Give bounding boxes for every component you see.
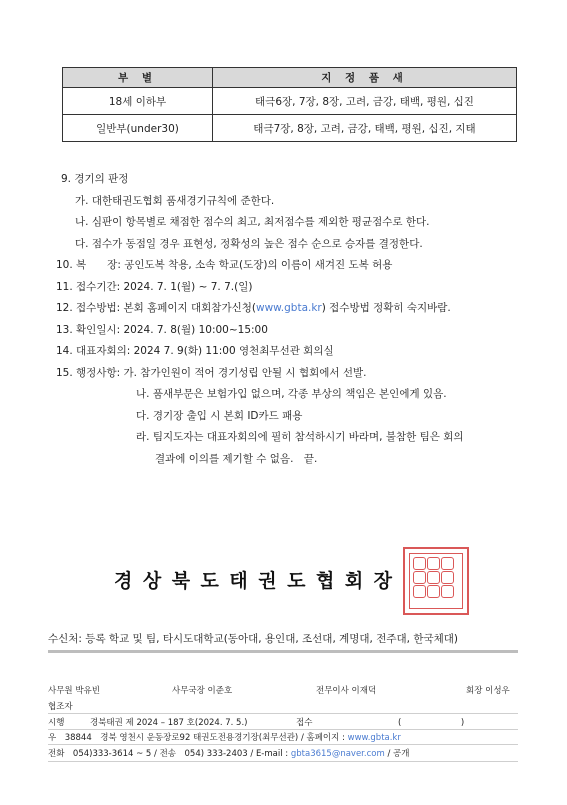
table-header-row bbox=[63, 68, 517, 88]
table-row bbox=[63, 88, 517, 115]
section-12-post: ) 접수방법 정확히 숙지바람. bbox=[321, 302, 451, 314]
address-text: 우 38844 경북 영천시 운동장로92 태권도전용경기장(최무선관) / 홈페이지 : bbox=[48, 733, 348, 743]
section-11-period: 11. 접수기간: 2024. 7. 1(월) ~ 7. 7.(일) bbox=[56, 281, 253, 293]
email-link[interactable]: gbta3615@naver.com bbox=[290, 749, 385, 759]
section-12-method bbox=[56, 300, 451, 316]
division-cell: 18세 이하부 bbox=[63, 88, 213, 115]
section-15-d2: 결과에 이의를 제기할 수 없음. 끝. bbox=[155, 453, 318, 465]
president-signature: 회장 이성우 bbox=[466, 686, 510, 696]
header-division: 부 별 bbox=[63, 68, 213, 88]
section-15-d1: 라. 팀지도자는 대표자회의에 필히 참석하시기 바라며, 불참한 팀은 회의 bbox=[136, 431, 464, 443]
cooperator-label: 협조자 bbox=[48, 702, 73, 712]
header-poomsae: 지 정 품 새 bbox=[213, 68, 517, 88]
director-signature: 전무이사 이재덕 bbox=[316, 686, 377, 696]
section-12-pre: 12. 접수방법: 본회 홈페이지 대회참가신청( bbox=[56, 302, 256, 314]
table-row bbox=[63, 115, 517, 142]
enforce-label: 시행 bbox=[48, 718, 65, 728]
secretary-signature: 사무국장 이준호 bbox=[172, 686, 233, 696]
poomsae-cell: 태극7장, 8장, 고려, 금강, 태백, 평원, 십진, 지태 bbox=[213, 115, 517, 142]
section-9-b: 나. 심판이 항목별로 채점한 점수의 최고, 최저점수를 제외한 평균점수로 한다. bbox=[75, 216, 430, 228]
divider bbox=[48, 729, 518, 730]
section-15-b: 나. 품새부문은 보험가입 없으며, 각종 부상의 책임은 본인에게 있음. bbox=[136, 388, 447, 400]
address-line bbox=[48, 731, 401, 743]
section-9-title: 9. 경기의 판정 bbox=[61, 173, 129, 185]
disclosure-text: / 공개 bbox=[384, 749, 410, 759]
section-9-c: 다. 점수가 동점일 경우 표현성, 정확성의 높은 점수 순으로 승자를 결정한다. bbox=[75, 238, 423, 250]
poomsae-cell: 태극6장, 7장, 8장, 고려, 금강, 태백, 평원, 십진 bbox=[213, 88, 517, 115]
divider bbox=[48, 761, 518, 762]
section-15-a: 15. 행정사항: 가. 참가인원이 적어 경기성립 안될 시 협회에서 선발. bbox=[56, 367, 367, 379]
staff-signature: 사무원 박유빈 bbox=[48, 686, 100, 696]
receive-label: 접수 bbox=[296, 718, 313, 728]
section-14-meeting: 14. 대표자회의: 2024 7. 9(화) 11:00 영천최무선관 회의실 bbox=[56, 345, 334, 357]
section-13-confirm: 13. 확인일시: 2024. 7. 8(월) 10:00~15:00 bbox=[56, 324, 268, 336]
receive-value: ( ) bbox=[398, 718, 465, 728]
homepage-link[interactable]: www.gbta.kr bbox=[255, 302, 322, 314]
poomsae-table bbox=[62, 67, 517, 142]
contact-line bbox=[48, 747, 409, 759]
section-10-attire: 10. 복 장: 공인도복 착용, 소속 학교(도장)의 이름이 새겨진 도복 허용 bbox=[56, 259, 393, 271]
footer-homepage-link[interactable]: www.gbta.kr bbox=[347, 733, 401, 743]
section-15-c: 다. 경기장 출입 시 본회 ID카드 패용 bbox=[136, 410, 303, 422]
issuer-title: 경상북도태권도협회장 bbox=[114, 570, 403, 592]
divider bbox=[48, 744, 518, 745]
divider bbox=[48, 650, 518, 653]
section-9-a: 가. 대한태권도협회 품새경기규칙에 준한다. bbox=[75, 195, 275, 207]
division-cell: 일반부(under30) bbox=[63, 115, 213, 142]
phone-text: 전화 054)333-3614 ~ 5 / 전송 054) 333-2403 / E-mail : bbox=[48, 749, 291, 759]
recipients: 수신처: 등록 학교 및 팀, 타시도대학교(동아대, 용인대, 조선대, 계명대, 전주대, 한국체대) bbox=[48, 633, 458, 645]
official-seal-stamp bbox=[403, 547, 469, 615]
divider bbox=[48, 713, 518, 714]
enforce-number: 경북태권 제 2024 – 187 호(2024. 7. 5.) bbox=[90, 718, 248, 728]
